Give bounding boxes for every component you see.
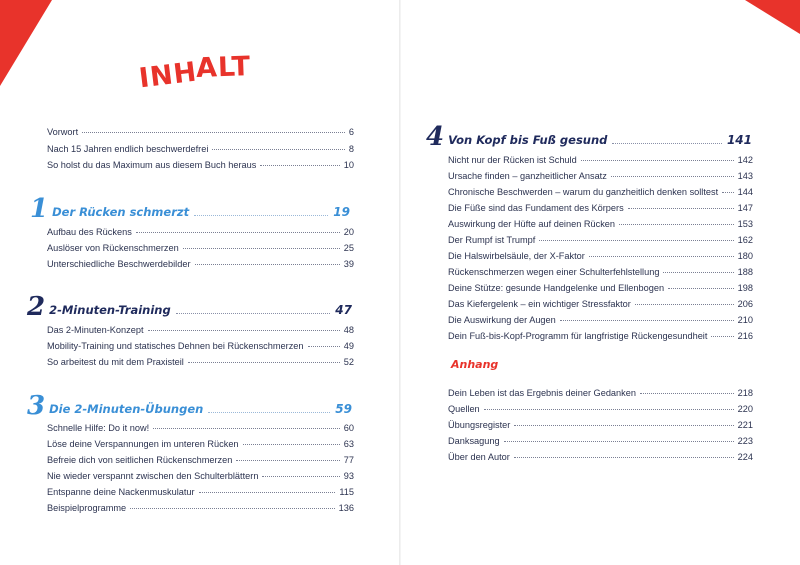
toc-entry-page: 223 (737, 436, 753, 446)
dot-leader (589, 256, 734, 257)
dot-leader (560, 320, 734, 321)
toc-entry[interactable] (448, 155, 753, 165)
toc-entry[interactable] (448, 388, 753, 398)
toc-entry-page: 52 (343, 357, 354, 367)
dot-leader (308, 346, 340, 347)
dot-leader (260, 165, 339, 166)
toc-entry[interactable] (47, 455, 354, 465)
toc-entry-page: 216 (737, 331, 753, 341)
dot-leader (640, 393, 734, 394)
toc-entry-page: 60 (343, 423, 354, 433)
toc-entry-page: 142 (737, 155, 753, 165)
corner-decoration-right (745, 0, 800, 34)
toc-entry-page: 136 (338, 503, 354, 513)
toc-entry[interactable] (448, 187, 753, 197)
toc-entry[interactable] (448, 235, 753, 245)
toc-entry-page: 20 (343, 227, 354, 237)
chapter-title: Von Kopf bis Fuß gesund (448, 133, 608, 147)
toc-entry-page: 8 (348, 144, 354, 154)
dot-leader (262, 476, 339, 477)
toc-entry[interactable] (448, 267, 753, 277)
toc-entry-label: Dein Fuß-bis-Kopf-Programm für langfristige Rückengesundheit (448, 331, 708, 341)
toc-entry-page: 115 (339, 487, 354, 497)
chapter-title: Der Rücken schmerzt (52, 205, 190, 219)
dot-leader (148, 330, 340, 331)
toc-entry[interactable] (47, 471, 354, 481)
appendix-heading[interactable]: Anhang (451, 358, 499, 371)
toc-entry[interactable] (47, 227, 354, 237)
toc-entry[interactable] (448, 283, 753, 293)
dot-leader (581, 160, 734, 161)
toc-entry[interactable] (448, 251, 753, 261)
toc-entry-page: 147 (737, 203, 753, 213)
dot-leader (194, 215, 328, 216)
toc-entry-label: Auslöser von Rückenschmerzen (47, 243, 179, 253)
toc-entry-page: 49 (343, 341, 354, 351)
toc-entry[interactable] (448, 420, 753, 430)
toc-entry-label: Auswirkung der Hüfte auf deinen Rücken (448, 219, 616, 229)
dot-leader (212, 149, 344, 150)
dot-leader (514, 425, 733, 426)
dot-leader (176, 313, 331, 314)
toc-entry-label: Quellen (448, 404, 480, 414)
toc-entry[interactable] (448, 452, 753, 462)
toc-entry-label: Unterschiedliche Beschwerdebilder (47, 259, 191, 269)
page-gutter (399, 0, 401, 565)
chapter-page: 141 (726, 133, 752, 147)
toc-entry-label: Die Füße sind das Fundament des Körpers (448, 203, 624, 213)
dot-leader (243, 444, 340, 445)
toc-entry-page: 48 (343, 325, 354, 335)
chapter-heading-4[interactable] (426, 124, 752, 150)
toc-entry-label: Rückenschmerzen wegen einer Schulterfehlstellung (448, 267, 660, 277)
chapter-number: 4 (426, 122, 445, 152)
dot-leader (539, 240, 733, 241)
toc-entry-label: Nicht nur der Rücken ist Schuld (448, 155, 577, 165)
chapter-number: 1 (30, 194, 49, 224)
page-title-part1: INH (137, 56, 199, 95)
toc-entry[interactable] (47, 160, 354, 170)
toc-entry-label: Schnelle Hilfe: Do it now! (47, 423, 150, 433)
toc-entry-label: Befreie dich von seitlichen Rückenschmerzen (47, 455, 233, 465)
toc-entry-page: 188 (737, 267, 753, 277)
page-title (137, 51, 252, 95)
toc-entry[interactable] (47, 325, 354, 335)
toc-entry-page: 220 (737, 404, 753, 414)
toc-entry[interactable] (47, 357, 354, 367)
toc-entry[interactable] (47, 341, 354, 351)
toc-entry-label: So holst du das Maximum aus diesem Buch heraus (47, 160, 257, 170)
dot-leader (484, 409, 734, 410)
toc-entry-label: Der Rumpf ist Trumpf (448, 235, 536, 245)
dot-leader (619, 224, 734, 225)
toc-entry-label: Entspanne deine Nackenmuskulatur (47, 487, 195, 497)
toc-entry-page: 143 (737, 171, 753, 181)
toc-entry[interactable] (448, 436, 753, 446)
chapter-page: 19 (333, 205, 350, 219)
dot-leader (611, 176, 734, 177)
dot-leader (82, 132, 345, 133)
toc-entry-page: 25 (343, 243, 354, 253)
toc-entry[interactable] (448, 315, 753, 325)
toc-entry[interactable] (448, 171, 753, 181)
toc-entry-page: 10 (343, 160, 354, 170)
toc-entry-page: 77 (343, 455, 354, 465)
dot-leader (504, 441, 734, 442)
dot-leader (136, 232, 340, 233)
toc-entry-page: 63 (343, 439, 354, 449)
toc-entry[interactable] (47, 487, 354, 497)
dot-leader (236, 460, 339, 461)
toc-entry-label: Aufbau des Rückens (47, 227, 132, 237)
dot-leader (612, 143, 722, 144)
toc-entry-label: Ursache finden – ganzheitlicher Ansatz (448, 171, 607, 181)
dot-leader (635, 304, 734, 305)
dot-leader (722, 192, 733, 193)
toc-entry[interactable] (47, 439, 354, 449)
dot-leader (130, 508, 335, 509)
toc-entry-page: 162 (737, 235, 753, 245)
toc-entry-label: Übungsregister (448, 420, 511, 430)
toc-entry-label: Danksagung (448, 436, 500, 446)
toc-entry[interactable] (47, 503, 354, 513)
chapter-title: Die 2-Minuten-Übungen (49, 402, 204, 416)
toc-entry[interactable] (448, 404, 753, 414)
toc-entry-page: 198 (737, 283, 753, 293)
chapter-page: 59 (335, 402, 352, 416)
toc-entry[interactable] (448, 203, 753, 213)
dot-leader (663, 272, 733, 273)
toc-entry-page: 218 (737, 388, 753, 398)
toc-entry[interactable] (47, 259, 354, 269)
toc-entry[interactable] (47, 423, 354, 433)
dot-leader (195, 264, 340, 265)
toc-entry-vorwort[interactable] (47, 127, 354, 137)
toc-entry-label: Vorwort (47, 127, 79, 137)
toc-entry-page: 6 (348, 127, 354, 137)
dot-leader (208, 412, 330, 413)
toc-entry-label: Deine Stütze: gesunde Handgelenke und Ellenbogen (448, 283, 665, 293)
toc-entry-label: Das 2-Minuten-Konzept (47, 325, 144, 335)
dot-leader (711, 336, 733, 337)
chapter-heading-3[interactable] (27, 393, 352, 419)
toc-entry-label: Mobility-Training und statisches Dehnen bei Rückenschmerzen (47, 341, 304, 351)
dot-leader (668, 288, 734, 289)
toc-entry-label: Chronische Beschwerden – warum du ganzheitlich denken solltest (448, 187, 719, 197)
toc-entry-label: Nie wieder verspannt zwischen den Schulterblättern (47, 471, 259, 481)
toc-entry-label: Beispielprogramme (47, 503, 127, 513)
toc-entry-page: 153 (737, 219, 753, 229)
dot-leader (188, 362, 340, 363)
toc-entry-page: 93 (343, 471, 354, 481)
dot-leader (183, 248, 340, 249)
toc-entry-label: Löse deine Verspannungen im unteren Rücken (47, 439, 239, 449)
chapter-heading-1[interactable] (30, 196, 350, 222)
toc-entry-page: 180 (737, 251, 753, 261)
toc-entry-page: 206 (737, 299, 753, 309)
toc-entry-page: 210 (737, 315, 753, 325)
toc-entry-label: Nach 15 Jahren endlich beschwerdefrei (47, 144, 209, 154)
chapter-title: 2-Minuten-Training (49, 303, 171, 317)
toc-entry-page: 144 (737, 187, 753, 197)
toc-entry-page: 39 (343, 259, 354, 269)
toc-entry-page: 221 (737, 420, 753, 430)
corner-decoration-left (0, 0, 52, 86)
toc-entry[interactable] (47, 144, 354, 154)
toc-entry-page: 224 (737, 452, 753, 462)
dot-leader (199, 492, 336, 493)
toc-entry[interactable] (448, 331, 753, 341)
chapter-number: 2 (27, 292, 46, 322)
toc-entry-label: Dein Leben ist das Ergebnis deiner Gedanken (448, 388, 636, 398)
toc-entry-label: Die Auswirkung der Augen (448, 315, 556, 325)
toc-entry[interactable] (47, 243, 354, 253)
chapter-number: 3 (27, 391, 46, 421)
chapter-heading-2[interactable] (27, 294, 352, 320)
dot-leader (514, 457, 734, 458)
toc-entry-label: Die Halswirbelsäule, der X-Faktor (448, 251, 585, 261)
toc-entry-label: Das Kiefergelenk – ein wichtiger Stressfaktor (448, 299, 631, 309)
toc-entry-label: Über den Autor (448, 452, 510, 462)
dot-leader (153, 428, 340, 429)
page-title-part2: ALT (195, 51, 252, 84)
dot-leader (628, 208, 734, 209)
toc-entry-label: So arbeitest du mit dem Praxisteil (47, 357, 184, 367)
toc-entry[interactable] (448, 219, 753, 229)
toc-entry[interactable] (448, 299, 753, 309)
chapter-page: 47 (335, 303, 352, 317)
